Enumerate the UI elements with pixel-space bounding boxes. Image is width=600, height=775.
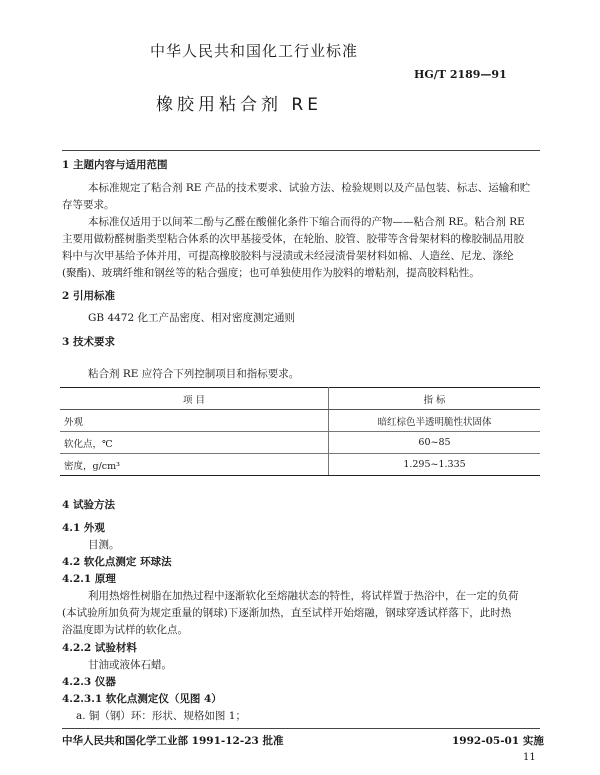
s1-p2-line2: 主要用做粉醛树脂类型粘合体系的次甲基接受体，在轮胎、胶管、胶带等含骨架材料的橡胶制品用胶 bbox=[62, 233, 524, 245]
reference-gb4472: GB 4472 化工产品密度、相对密度测定通则 bbox=[88, 312, 296, 324]
heading-4-2-2: 4.2.2 试验材料 bbox=[62, 642, 137, 654]
row-item-softening-point: 软化点，℃ bbox=[60, 432, 329, 454]
row-value-appearance: 暗红棕色半透明脆性状固体 bbox=[329, 410, 541, 432]
col-item-header: 项 目 bbox=[60, 388, 329, 410]
spec-table bbox=[60, 387, 540, 476]
heading-4-2-3-1: 4.2.3.1 软化点测定仪（见图 4） bbox=[62, 693, 222, 705]
text-4-2-1-line3: 浴温度即为试样的软化点。 bbox=[62, 624, 188, 636]
row-item-appearance: 外观 bbox=[60, 410, 329, 432]
table-header-row bbox=[60, 388, 540, 410]
standard-code: HG/T 2189—91 bbox=[414, 68, 507, 81]
issuing-org: 中华人民共和国化工行业标准 bbox=[150, 42, 359, 60]
s1-p2-line1: 本标准仅适用于以间苯二酚与乙醛在酸催化条件下缩合而得的产物——粘合剂 RE。粘合剂 RE bbox=[88, 216, 525, 228]
document-title: 橡胶用粘合剂 RE bbox=[156, 95, 322, 115]
section-1-heading: 1 主题内容与适用范围 bbox=[62, 159, 168, 171]
text-4-2-1-line1: 利用热熔性树脂在加热过程中逐渐软化至熔融状态的特性，将试样置于热浴中，在一定的负荷 bbox=[88, 590, 519, 602]
heading-4-2: 4.2 软化点测定 环球法 bbox=[62, 556, 172, 568]
footer-divider bbox=[62, 728, 540, 729]
section-2-heading: 2 引用标准 bbox=[62, 290, 115, 302]
section-3-heading: 3 技术要求 bbox=[62, 336, 115, 348]
page-number: 11 bbox=[523, 752, 536, 763]
row-value-density: 1.295~1.335 bbox=[329, 454, 541, 476]
item-a: a. 铜（钢）环：形状、规格如图 1； bbox=[76, 710, 246, 722]
row-item-density: 密度，g/cm³ bbox=[60, 454, 329, 476]
text-4-1: 目测。 bbox=[88, 539, 120, 551]
section-4-heading: 4 试验方法 bbox=[62, 499, 115, 511]
s1-p1-line1: 本标准规定了粘合剂 RE 产品的技术要求、试验方法、检验规则以及产品包装、标志、运输和贮 bbox=[88, 182, 531, 194]
header-divider bbox=[62, 150, 540, 151]
text-4-2-1-line2: (本试验所加负荷为规定重量的钢球)下逐渐加热，直至试样开始熔融，钢球穿透试样落下，此时热 bbox=[62, 607, 512, 619]
col-value-header: 指 标 bbox=[329, 388, 541, 410]
s1-p2-line3: 料中与次甲基给予体并用，可提高橡胶胶料与浸渍或未经浸渍骨架材料如棉、人造丝、尼龙、涤纶 bbox=[62, 250, 514, 262]
implementation-date: 1992-05-01 实施 bbox=[452, 735, 544, 747]
s1-p1-line2: 存等要求。 bbox=[62, 199, 115, 211]
table-intro: 粘合剂 RE 应符合下列控制项目和指标要求。 bbox=[88, 368, 300, 380]
table-row bbox=[60, 432, 540, 454]
s1-p2-line4: (聚酯)、玻璃纤维和钢丝等的粘合强度；也可单独使用作为胶料的增粘剂，提高胶料粘性。 bbox=[62, 267, 480, 279]
row-value-softening-point: 60~85 bbox=[329, 432, 541, 454]
approval-line: 中华人民共和国化学工业部 1991-12-23 批准 bbox=[62, 735, 284, 747]
table-row bbox=[60, 454, 540, 476]
heading-4-2-3: 4.2.3 仪器 bbox=[62, 676, 116, 688]
text-4-2-2: 甘油或液体石蜡。 bbox=[88, 659, 172, 671]
heading-4-1: 4.1 外观 bbox=[62, 522, 105, 534]
table-row bbox=[60, 410, 540, 432]
heading-4-2-1: 4.2.1 原理 bbox=[62, 573, 116, 585]
